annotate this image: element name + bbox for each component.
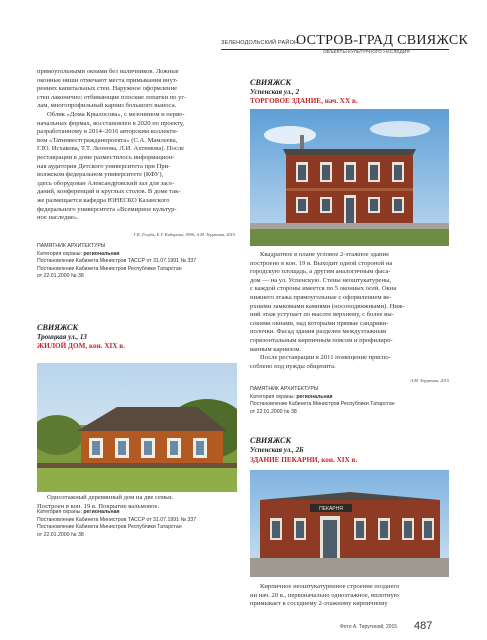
section-building: ТОРГОВОЕ ЗДАНИЕ, нач. ХХ в.: [250, 97, 358, 105]
text-line: рхними замковыми камнями (носоподвижными). Ниж-: [250, 302, 405, 310]
text-line: ренних капитальных стен. Наружное оформление: [37, 85, 178, 93]
text-line: разработанному в 2014–2016 авторским коллекти-: [37, 128, 178, 136]
region-label: ЗЕЛЕНОДОЛЬСКИЙ РАЙОН: [221, 40, 299, 46]
section-heading: СВИЯЖСК: [37, 323, 79, 332]
decree-line: от 22.01.2000 № 38: [37, 273, 84, 280]
text-line: ни нач. 20 в., первоначально одноэтажное, вплотную: [250, 591, 399, 599]
text-line: ванным карнизом.: [250, 345, 302, 353]
monument-type: ПАМЯТНИК АРХИТЕКТУРЫ: [37, 243, 106, 249]
text-line: с каждой стороны имеется по 5 оконных осей. Окна: [250, 285, 397, 293]
text-line: Квадратное в плане угловое 2-этажное здание: [260, 251, 390, 258]
text-line: После реставрации в 2011 помещение приспо-: [260, 354, 391, 362]
section-heading: СВИЯЖСК: [250, 436, 292, 445]
text-line: же размещается кафедра ЮНЕСКО Казанского: [37, 196, 170, 204]
text-line: примыкает к соседнему 2-этажному кирпичному: [250, 600, 388, 608]
photo-credit: Фото А. Терутиной, 2015: [340, 624, 398, 630]
decree-line: Постановление Кабинета Министров ТАССР от 31.07.1991 № 337: [37, 516, 197, 523]
protection-category: Категория охраны: региональная: [37, 250, 120, 257]
text-line: сокими окнами, над которыми прямые сандрики-: [250, 319, 389, 327]
text-line: дом — на ул. Успенскую. Стены неоштукатурены,: [250, 276, 392, 284]
decree-line: от 22.01.2000 № 38: [37, 531, 84, 538]
text-line: стен лаконично: отбивающие плоские лопатки по уг-: [37, 93, 187, 101]
trade-building-photo: [250, 109, 449, 246]
page-subtitle: ОБЪЕКТЫ КУЛЬТУРНОГО НАСЛЕДИЯ: [323, 50, 410, 55]
monument-info: [37, 243, 237, 281]
text-line: ное наследие».: [37, 214, 79, 222]
protection-category: Категория охраны: региональная: [37, 509, 120, 515]
section-bakery: [250, 436, 450, 464]
text-line: Построен в кон. 19 в. Покрытие вальмовое.: [37, 502, 160, 510]
text-line: соблено под нужды общепита.: [250, 362, 336, 370]
wooden-house-photo: [37, 363, 237, 492]
section-address: Успенская ул., 2: [250, 88, 300, 96]
text-line: здесь оборудован Александровский зал для засе-: [37, 179, 175, 187]
text-line: нижнего этажа прямоугольные с оформлением ве-: [250, 293, 392, 301]
bakery-sign: ПЕКАРНЯ: [319, 506, 343, 512]
monument-type: ПАМЯТНИК АРХИТЕКТУРЫ: [250, 386, 319, 392]
text-line: федерального университета «Всемирное культур-: [37, 205, 177, 213]
text-line: Кирпичное неоштукатуренное строение позднего: [260, 583, 400, 590]
text-line: ная аудитория Детского университета при При-: [37, 162, 171, 170]
section-building: ЗДАНИЕ ПЕКАРНИ, кон. XIX в.: [250, 456, 358, 464]
text-line: ний этаж уступает по высоте верхнему, с более вы-: [250, 311, 394, 319]
decree-line: от 22.01.2000 № 38: [250, 408, 297, 415]
text-line: Г.Ю. Исхакова, Т.Т. Леонова, Л.И. Ахтимова). После: [37, 145, 185, 153]
text-line: Облик «Дома Крылосова», с мезонином и перво-: [47, 110, 185, 118]
section-trinity: [37, 323, 237, 350]
text-line: городскую площадь, а другим аналогичным фаса-: [250, 268, 391, 276]
text-line: горизонтальным кирпичным поясом и профилиро-: [250, 336, 393, 344]
section-building: ЖИЛОЙ ДОМ, кон. XIX в.: [37, 342, 125, 350]
text-line: волжском федеральном университете (КФУ),: [37, 171, 164, 179]
text-line: лам, многопрофильный карниз большого выноса.: [37, 102, 177, 110]
trade-building-description: [250, 251, 449, 371]
text-line: даний, конференций и круглых столов. В доме так-: [37, 188, 181, 196]
text-line: построено в кон. 19 в. Выходит одной стороной на: [250, 259, 393, 267]
bakery-photo: [250, 470, 449, 577]
text-line: оконные ниши отмечают места примыкания внут-: [37, 76, 178, 84]
page-number: 487: [414, 620, 433, 632]
decree-line: Постановление Кабинета Министров Республики Татарстан: [250, 401, 395, 408]
decree-line: Постановление Кабинета Министров Республики Татарстан: [37, 265, 182, 272]
text-line: полочки. Фасад здания разделен междуэтажным: [250, 328, 387, 336]
text-line: реставрации в доме разместилось информацион-: [37, 153, 175, 161]
section-address: Троицкая ул., 13: [37, 333, 87, 341]
section-address: Успенская ул., 2Б: [250, 446, 304, 454]
text-line: вом «Татинвестгражданпроекта» (С.А. Мамлеева,: [37, 136, 178, 144]
section-heading: СВИЯЖСК: [250, 78, 292, 87]
text-line: начальных формах, восстановлен в 2020 по проекту,: [37, 119, 185, 127]
page-title: ОСТРОВ-ГРАД СВИЯЖСК: [296, 33, 469, 48]
bakery-description: [250, 583, 449, 609]
decree-line: Постановление Кабинета Министров Республики Татарстан: [37, 524, 182, 531]
left-paragraph: [37, 68, 236, 223]
text-credit: Г.К. Голубь, Е.Г. Кабирова, 1996; А.М. Терутина, 2015: [133, 232, 235, 237]
text-credit: А.М. Терутина, 2015: [410, 378, 449, 383]
protection-category: Категория охраны: региональная: [250, 393, 333, 400]
monument-info-3: [250, 386, 449, 416]
text-line: прямоугольными окнами без наличников. Ложные: [37, 68, 179, 75]
decree-line: Постановление Кабинета Министров ТАССР от 31.07.1991 № 337: [37, 258, 197, 265]
monument-info-2: [37, 509, 237, 539]
text-line: Одноэтажный деревянный дом на две семьи.: [47, 494, 174, 501]
section-trade-building: [250, 78, 450, 105]
